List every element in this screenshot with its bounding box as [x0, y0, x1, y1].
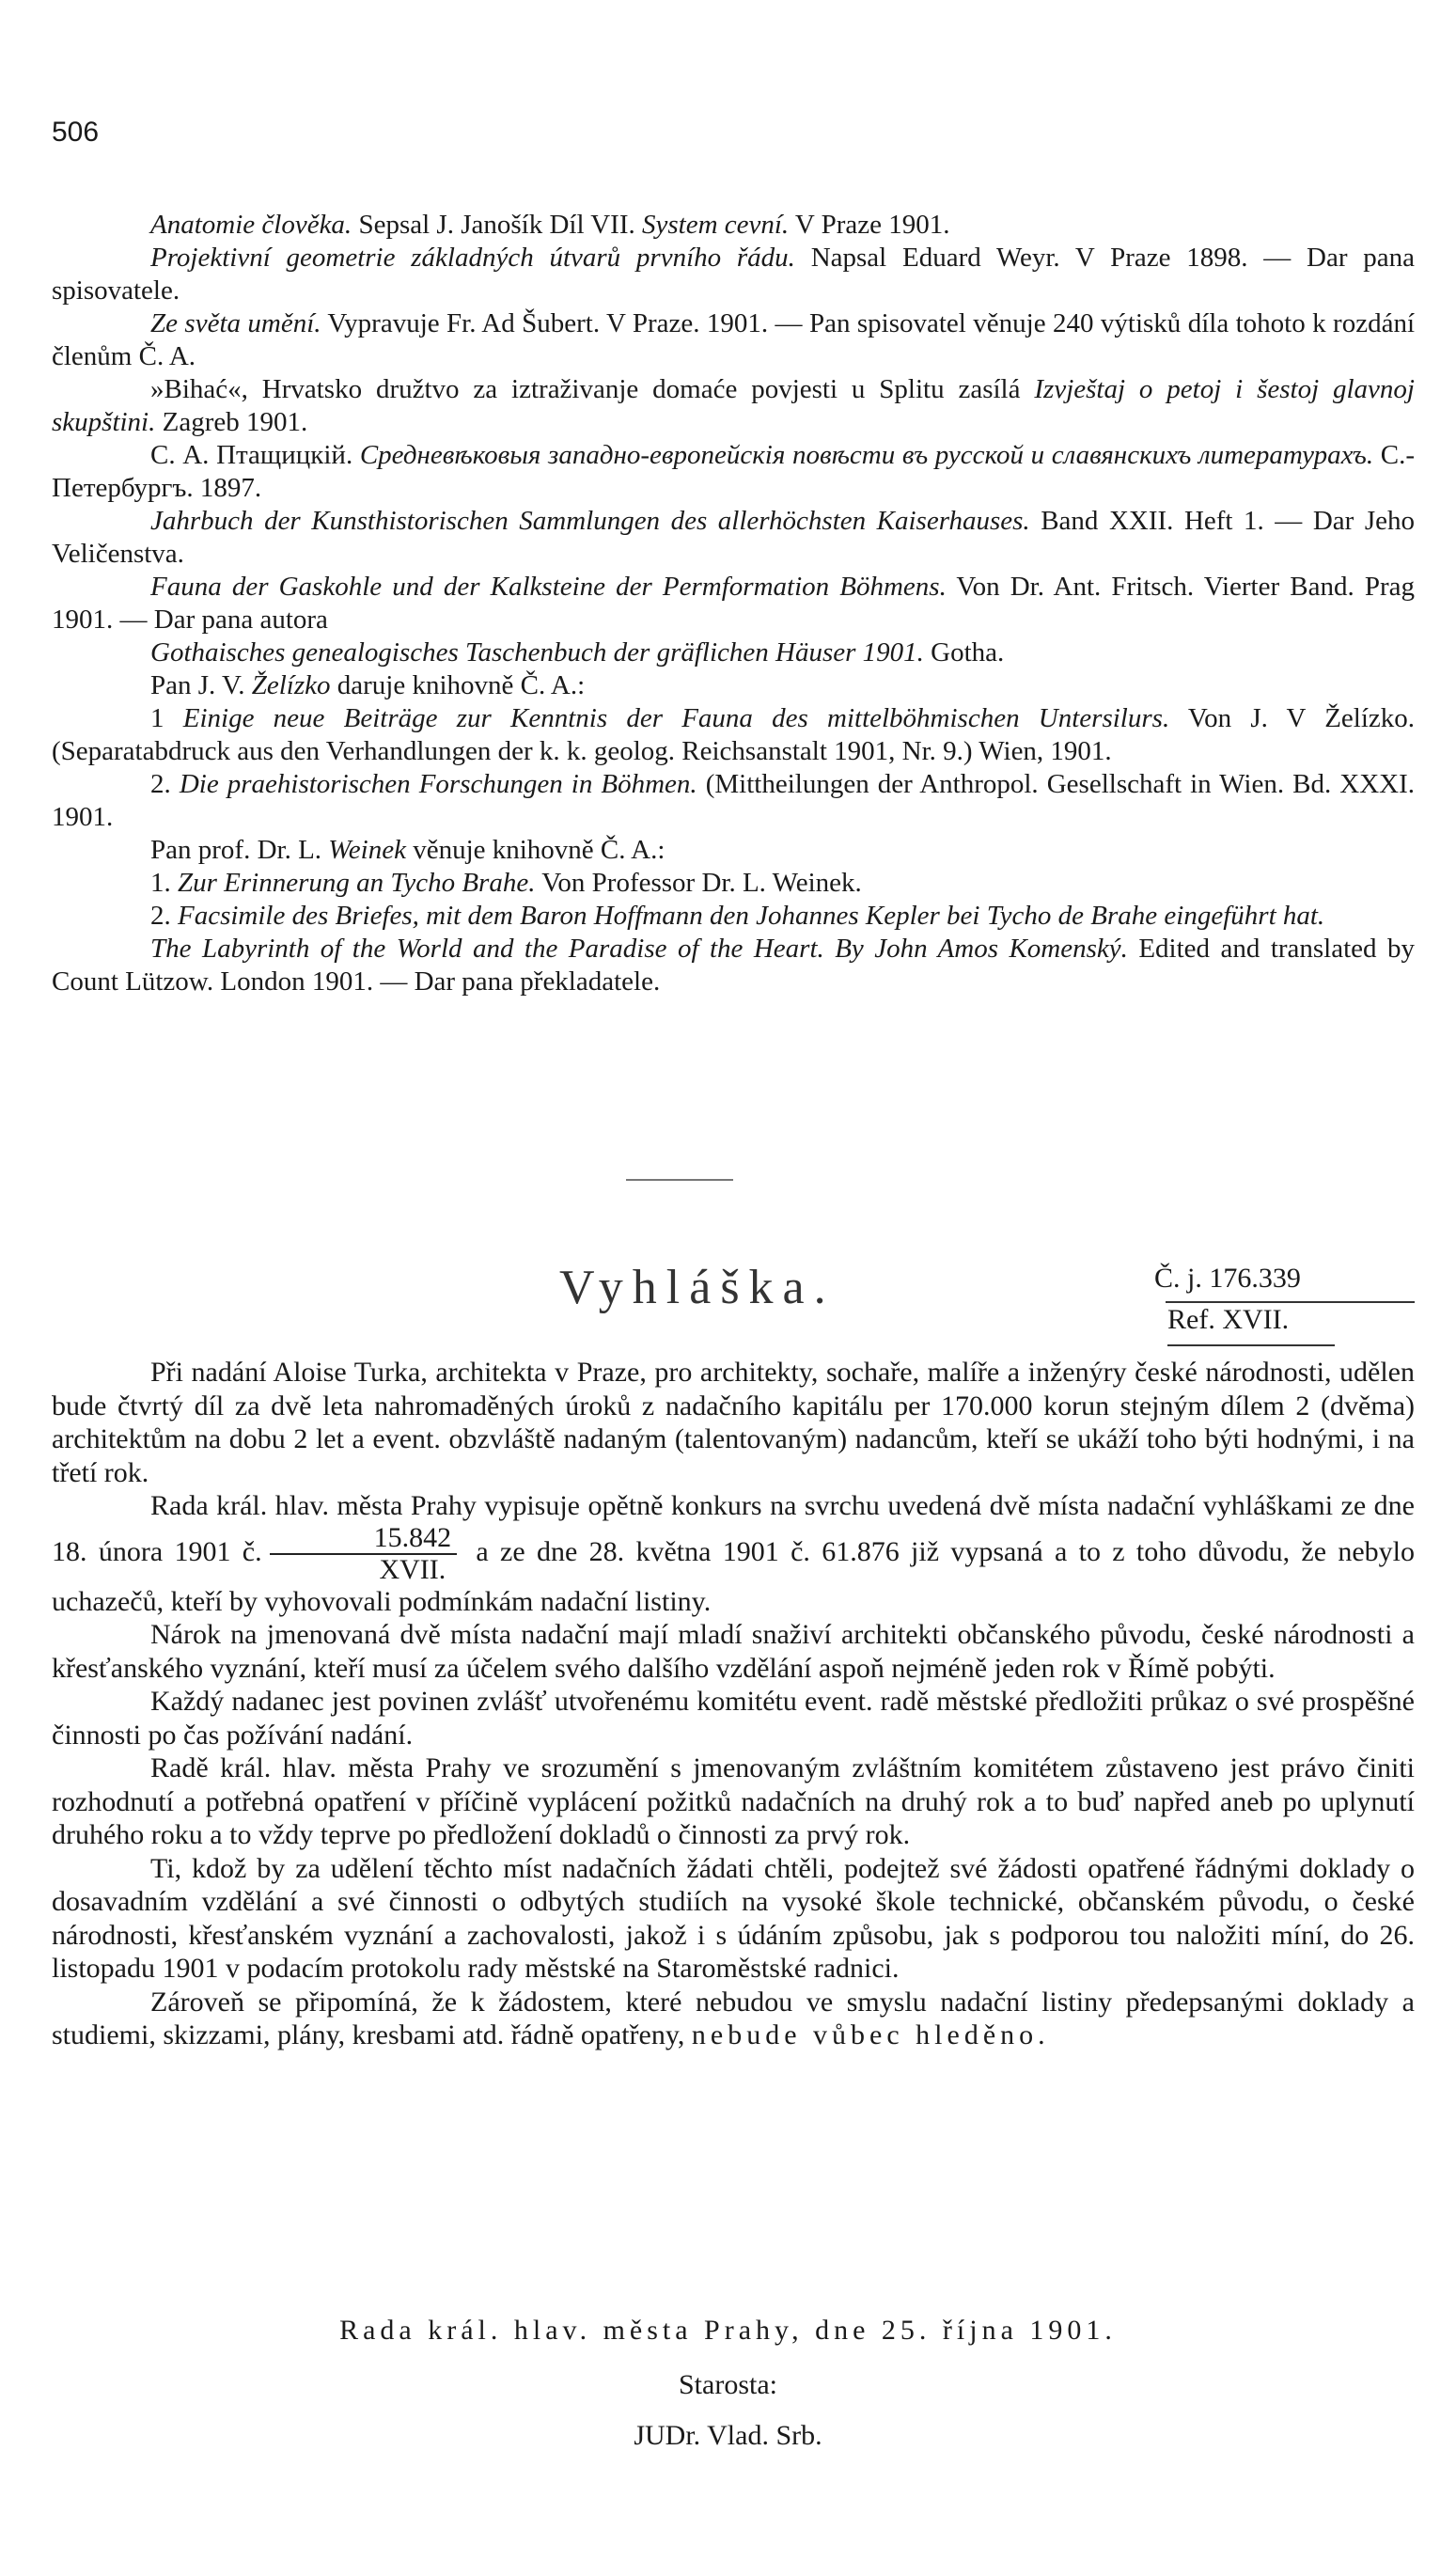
mayor-name: JUDr. Vlad. Srb. [634, 2420, 822, 2451]
notice-paragraph: Radě král. hlav. města Prahy ve srozumění s jmenovaným zvláštním komitétem zůstaveno jest právo činiti rozhodnutí a potřebná opatření v příčině vyplácení požitků nadačních na druhý rok a to buď napřed aneb po uplynutí druhého roku a to vždy teprve po předložení dokladů o činnosti za prvý rok. [52, 1752, 1415, 1850]
biblio-entry: »Bihać«, Hrvatsko družtvo za iztraživanje domaće povjesti u Splitu zasílá Izvještaj o petoj i šestoj glavnoj skupštini. Zagreb 1901. [52, 374, 1415, 437]
notice-header [0, 1250, 1456, 1363]
page-number: 506 [52, 117, 100, 148]
signature-line: Rada král. hlav. města Prahy, dne 25. října 1901. [339, 2315, 1117, 2346]
notice-paragraph: Každý nadanec jest povinen zvlášť utvořenému komitétu event. radě městské předložiti průkaz o své prospěšné činnosti po čas požívání nadání. [52, 1686, 1415, 1751]
section-divider [626, 1179, 733, 1181]
notice-body [52, 1356, 1415, 2052]
notice-paragraph: Při nadání Aloise Turka, architekta v Praze, pro architekty, sochaře, malíře a inženýry české národnosti, udělen bude čtvrtý díl za dvě leta nahromaděných úroků z nadačního kapitálu per 170.000 korun stejným dílem 2 (dvěma) architektům na dobu 2 let a event. obzvláště nadaným (talentovaným) nadancům, kteří se ukáží toho býti hodnými, i na třetí rok. [52, 1357, 1415, 1488]
biblio-entry: Fauna der Gaskohle und der Kalksteine der Permformation Böhmens. Von Dr. Ant. Fritsch. Vierter Band. Prag 1901. — Dar pana autora [52, 572, 1415, 635]
reference-code: Ref. XVII. [1167, 1304, 1290, 1335]
biblio-entry: Jahrbuch der Kunsthistorischen Sammlungen des allerhöchsten Kaiserhauses. Band XXII. Heft 1. — Dar Jeho Veličenstva. [52, 506, 1415, 569]
biblio-entry: 2. Facsimile des Briefes, mit dem Baron Hoffmann den Johannes Kepler bei Tycho de Brahe eingeführt hat. [150, 901, 1325, 931]
biblio-entry: Pan prof. Dr. L. Weinek věnuje knihovně Č. A.: [150, 835, 665, 865]
notice-paragraph: Nárok na jmenovaná dvě místa nadační mají mladí snaživí architekti občanského původu, české národnosti a křesťanského vyznání, kteří musí za účelem svého dalšího vzdělání aspoň nejméně jeden rok v Římě pobýti. [52, 1619, 1415, 1684]
biblio-entry: 1. Zur Erinnerung an Tycho Brahe. Von Professor Dr. L. Weinek. [150, 868, 862, 898]
biblio-entry: Projektivní geometrie základných útvarů prvního řádu. Napsal Eduard Weyr. V Praze 1898. — Dar pana spisovatele. [52, 243, 1415, 306]
biblio-entry: С. А. Птащицкій. Средневѣковыя западно-европейскія повѣсти въ русской и славянскихъ литературахъ. С.-Петербургъ. 1897. [52, 440, 1416, 503]
biblio-entry: Ze světa umění. Vypravuje Fr. Ad Šubert. V Praze. 1901. — Pan spisovatel věnuje 240 výtisků díla tohoto k rozdání členům Č. A. [52, 308, 1415, 371]
reference-block [1154, 1258, 1301, 1341]
biblio-entry: The Labyrinth of the World and the Paradise of the Heart. By John Amos Komenský. Edited and translated by Count Lützow. London 1901. — Dar pana překladatele. [52, 934, 1415, 997]
notice-paragraph: Rada král. hlav. města Prahy vypisuje opětně konkurs na svrchu uvedená dvě místa nadační vyhláškami ze dne 18. února 1901 č. $\frac{15.842}{\text{XVII.}}$ a ze dne 28. května 1901 č. 61.876 již vypsaná a to z toho důvodu, že nebylo uchazečů, kteří by vyhovovali podmínkám nadační listiny. [52, 1490, 1415, 1617]
biblio-entry: 2. Die praehistorischen Forschungen in Böhmen. (Mittheilungen der Anthropol. Gesellschaft in Wien. Bd. XXXI. 1901. [52, 769, 1416, 832]
notice-title: Vyhláška. [559, 1261, 836, 1314]
notice-paragraph: Ti, kdož by za udělení těchto míst nadačních žádati chtěli, podejtež své žádosti opatřené řádnými doklady o dosavadním vzdělání a své činnosti o odbytých studiích na vysoké škole technické, občanském původu, o české národnosti, křesťanském vyznání a zachovalosti, jakož i s údáním způsobu, jak s podporou tou naložiti míní, do 26. listopadu 1901 v podacím protokolu rady městské na Staroměstské radnici. [52, 1852, 1415, 1984]
biblio-entry: 1 Einige neue Beiträge zur Kenntnis der Fauna des mittelböhmischen Untersilurs. Von J. V Želízko. (Separatabdruck aus den Verhandlungen der k. k. geolog. Reichsanstalt 1901, Nr. 9.) Wien, 1901. [52, 703, 1416, 766]
reference-underline [1167, 1344, 1335, 1346]
biblio-entry: Gothaisches genealogisches Taschenbuch der gräflichen Häuser 1901. Gotha. [150, 637, 1005, 668]
bibliography-list [52, 209, 1415, 998]
biblio-entry: Pan J. V. Želízko daruje knihovně Č. A.: [150, 670, 586, 700]
notice-paragraph: Zároveň se připomíná, že k žádostem, které nebudou ve smyslu nadační listiny předepsanými doklady a studiemi, skizzami, plány, kresbami atd. řádně opatřeny, nebude vůbec hleděno. [52, 1986, 1415, 2050]
reference-fraction: $\frac{15.842}{\text{XVII.}}$ [270, 1523, 458, 1585]
biblio-entry: Anatomie člověka. Sepsal J. Janošík Díl VII. System cevní. V Praze 1901. [150, 210, 950, 240]
reference-number: Č. j. 176.339 [1154, 1263, 1301, 1294]
reference-underline [1166, 1301, 1415, 1303]
mayor-title: Starosta: [679, 2369, 777, 2400]
